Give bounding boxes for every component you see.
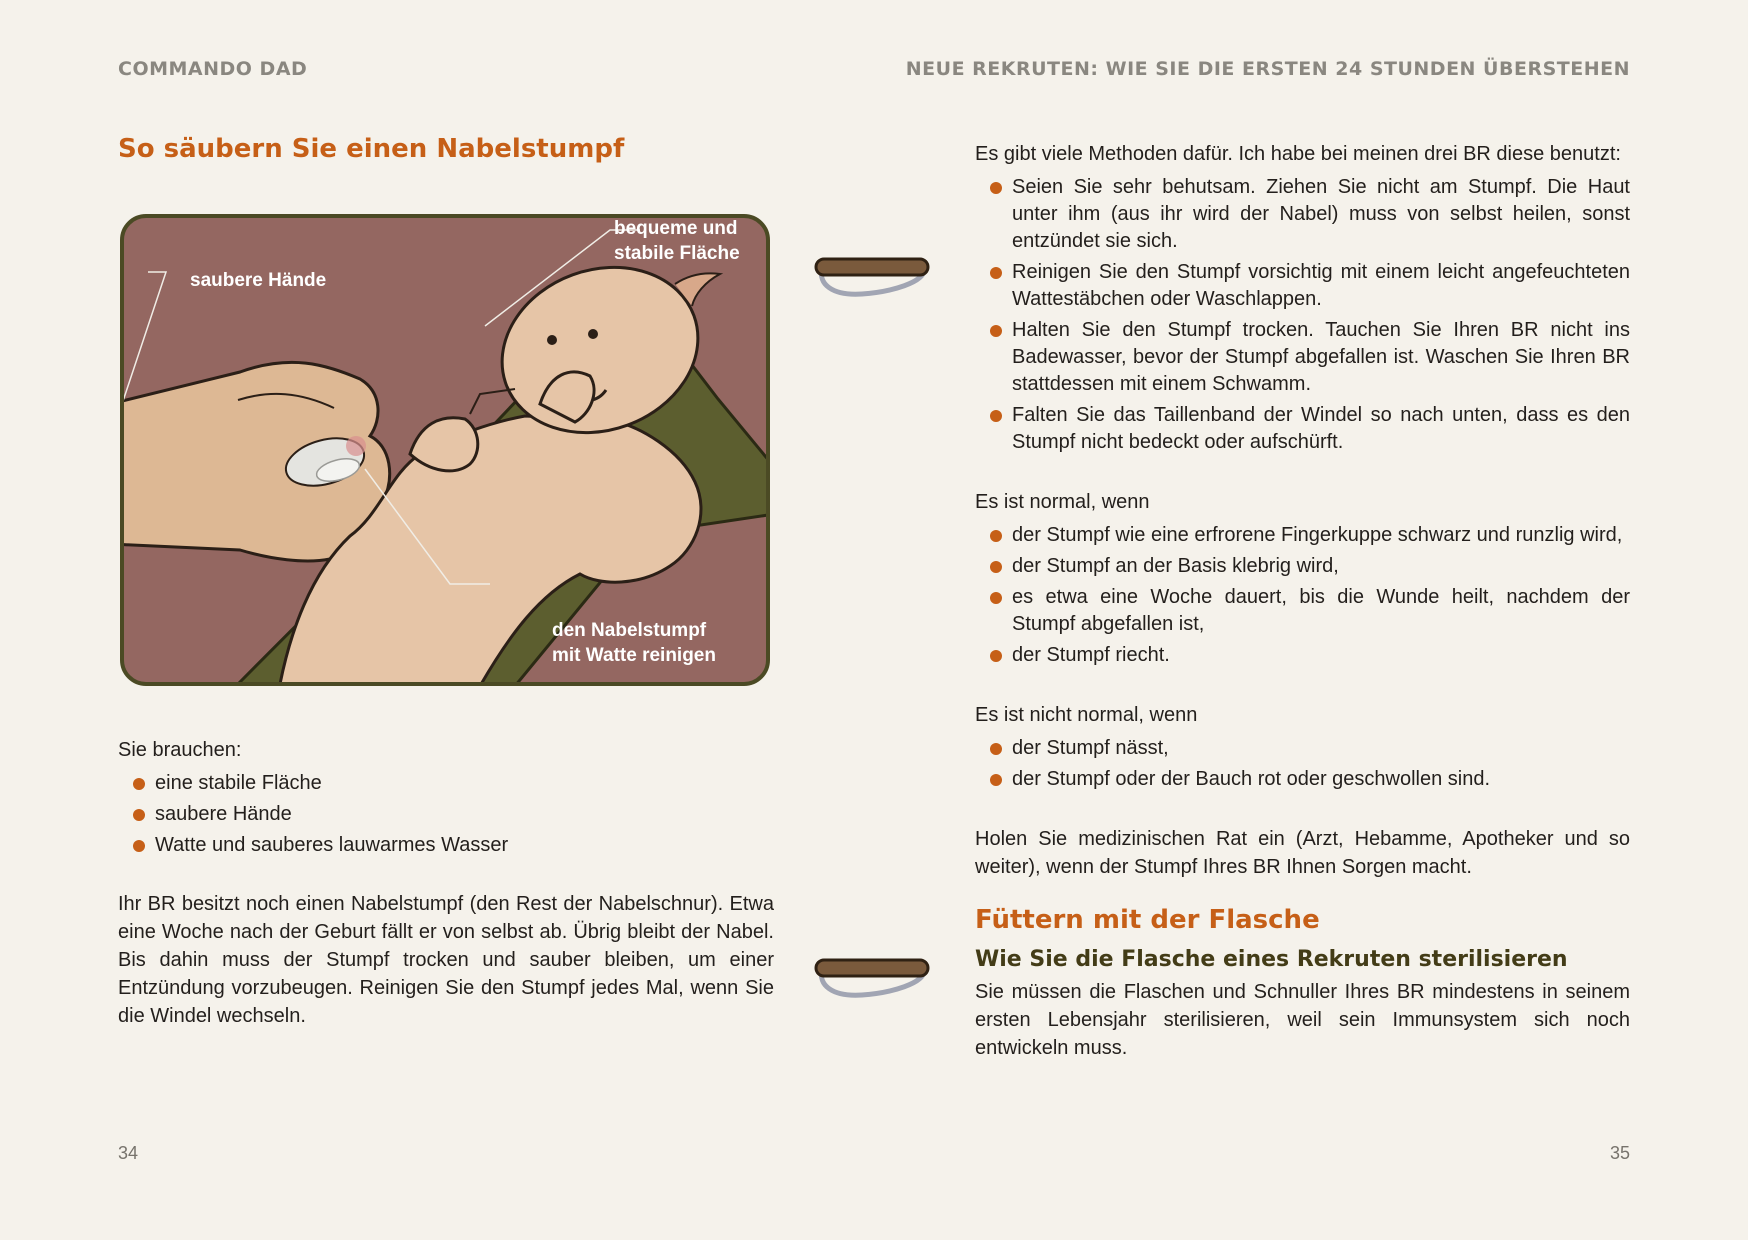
list-item: der Stumpf wie eine erfrorene Fingerkuppe schwarz und runzlig wird, — [975, 522, 1630, 549]
right-column — [975, 140, 1630, 1062]
supplies-section — [118, 736, 774, 863]
bullet-icon — [990, 267, 1002, 279]
normal-section — [975, 488, 1630, 669]
label-surface-line2: stabile Fläche — [614, 243, 740, 264]
list-item: Watte und sauberes lauwarmes Wasser — [118, 832, 774, 859]
methods-section — [975, 140, 1630, 456]
normal-list — [975, 522, 1630, 669]
bullet-icon — [990, 530, 1002, 542]
label-navel-line2: mit Watte reinigen — [552, 645, 716, 666]
supplies-list — [118, 770, 774, 859]
bullet-icon — [133, 809, 145, 821]
list-item: Halten Sie den Stumpf trocken. Tauchen Sie Ihren BR nicht ins Badewasser, bevor der Stumpf abgefallen ist. Waschen Sie Ihren BR stattdessen mit einem Schwamm. — [975, 317, 1630, 398]
bullet-icon — [990, 561, 1002, 573]
not-normal-section — [975, 701, 1630, 793]
bullet-icon — [990, 182, 1002, 194]
list-item: saubere Hände — [118, 801, 774, 828]
advice-paragraph: Holen Sie medizinischen Rat ein (Arzt, Hebamme, Apotheker und so weiter), wenn der Stumpf Ihres BR Ihnen Sorgen macht. — [975, 828, 1630, 878]
page-number-right: 35 — [1609, 1143, 1630, 1163]
list-item: der Stumpf an der Basis klebrig wird, — [975, 553, 1630, 580]
bullet-icon — [990, 774, 1002, 786]
methods-intro: Es gibt viele Methoden dafür. Ich habe bei meinen drei BR diese benutzt: — [975, 143, 1621, 165]
not-normal-list — [975, 735, 1630, 793]
supplies-intro: Sie brauchen: — [118, 739, 242, 761]
bullet-icon — [990, 650, 1002, 662]
list-item: Falten Sie das Taillenband der Windel so nach unten, dass es den Stumpf nicht bedeckt oder aufschürft. — [975, 402, 1630, 456]
page-number-left: 34 — [118, 1143, 139, 1163]
list-item: Reinigen Sie den Stumpf vorsichtig mit einem leicht angefeuchteten Wattestäbchen oder Waschlappen. — [975, 259, 1630, 313]
list-item: Seien Sie sehr behutsam. Ziehen Sie nicht am Stumpf. Die Haut unter ihm (aus ihr wird der Nabel) muss von selbst heilen, sonst entzündet sie sich. — [975, 174, 1630, 255]
navel-cleaning-illustration — [120, 214, 770, 686]
label-navel-line1: den Nabelstumpf — [552, 620, 707, 641]
bullet-icon — [133, 840, 145, 852]
section-paragraph: Sie müssen die Flaschen und Schnuller Ihres BR mindestens in seinem ersten Lebensjahr sterilisieren, weil sein Immunsystem sich noch entwickeln muss. — [975, 981, 1630, 1059]
list-item: der Stumpf nässt, — [975, 735, 1630, 762]
label-hands: saubere Hände — [190, 270, 327, 291]
list-item: eine stabile Fläche — [118, 770, 774, 797]
normal-intro: Es ist normal, wenn — [975, 491, 1150, 513]
bullet-icon — [990, 410, 1002, 422]
list-item: es etwa eine Woche dauert, bis die Wunde heilt, nachdem der Stumpf abgefallen ist, — [975, 584, 1630, 638]
running-head-left: COMMANDO DAD — [118, 58, 308, 80]
bullet-icon — [133, 778, 145, 790]
list-item: der Stumpf riecht. — [975, 642, 1630, 669]
label-surface-line1: bequeme und — [614, 218, 738, 239]
not-normal-intro: Es ist nicht normal, wenn — [975, 704, 1198, 726]
bullet-icon — [990, 592, 1002, 604]
running-head-right: NEUE REKRUTEN: WIE SIE DIE ERSTEN 24 STUNDEN ÜBERSTEHEN — [905, 58, 1630, 80]
section-title: Füttern mit der Flasche — [975, 905, 1320, 935]
bullet-icon — [990, 325, 1002, 337]
methods-list — [975, 174, 1630, 456]
list-item: der Stumpf oder der Bauch rot oder geschwollen sind. — [975, 766, 1630, 793]
subsection-title: Wie Sie die Flasche eines Rekruten sterilisieren — [975, 947, 1568, 972]
page-title: So säubern Sie einen Nabelstumpf — [118, 134, 625, 164]
bullet-icon — [990, 743, 1002, 755]
intro-paragraph: Ihr BR besitzt noch einen Nabelstumpf (den Rest der Nabelschnur). Etwa eine Woche nach der Geburt fällt er von selbst ab. Übrig bleibt der Nabel. Bis dahin muss der Stumpf trocken und sauber bleiben, um einer Entzündung vorzubeugen. Reinigen Sie den Stumpf jedes Mal, wenn Sie die Windel wechseln. — [118, 893, 774, 1027]
